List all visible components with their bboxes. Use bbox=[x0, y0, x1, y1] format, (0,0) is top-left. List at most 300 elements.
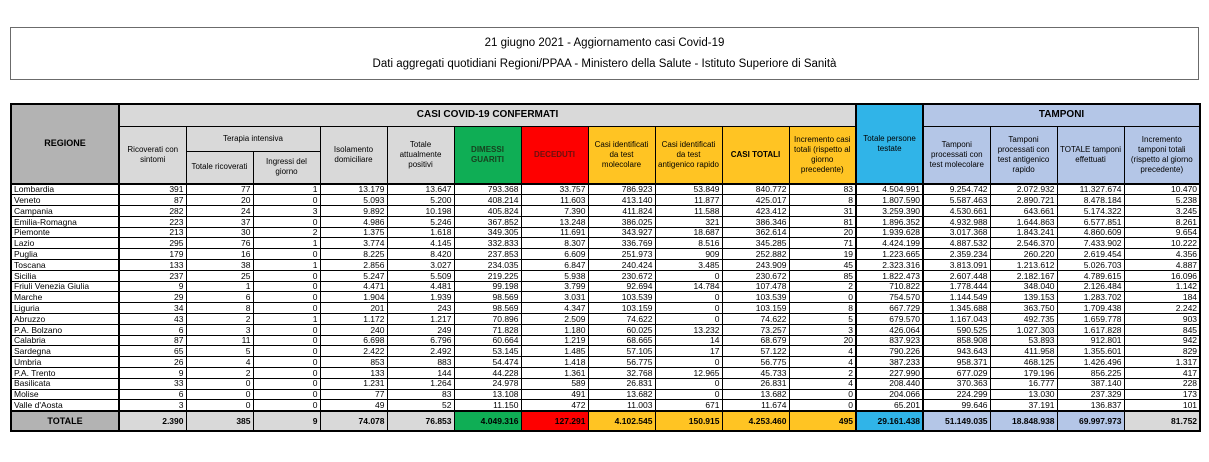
value-cell: 99.198 bbox=[454, 281, 521, 292]
value-cell: 68.665 bbox=[588, 335, 655, 346]
table-row bbox=[11, 400, 1200, 411]
value-cell: 5.509 bbox=[387, 270, 454, 281]
value-cell: 13.682 bbox=[588, 389, 655, 400]
value-cell: 37 bbox=[186, 216, 253, 227]
value-cell: 391 bbox=[119, 184, 186, 195]
table-row bbox=[11, 292, 1200, 303]
value-cell: 1 bbox=[253, 314, 320, 325]
value-cell: 8.225 bbox=[320, 249, 387, 260]
value-cell: 3 bbox=[119, 400, 186, 411]
table-row bbox=[11, 335, 1200, 346]
value-cell: 3 bbox=[253, 206, 320, 217]
value-cell: 38 bbox=[186, 260, 253, 271]
value-cell: 234.035 bbox=[454, 260, 521, 271]
value-cell: 343.927 bbox=[588, 227, 655, 238]
value-cell: 11.150 bbox=[454, 400, 521, 411]
value-cell: 44.228 bbox=[454, 368, 521, 379]
value-cell: 11.588 bbox=[655, 206, 722, 217]
value-cell: 8.478.184 bbox=[1057, 195, 1124, 206]
terapia-intensiva-group-header: Terapia intensiva bbox=[186, 126, 320, 151]
table-row bbox=[11, 260, 1200, 271]
region-name-cell: Piemonte bbox=[11, 227, 119, 238]
value-cell: 1.361 bbox=[521, 368, 588, 379]
value-cell: 103.159 bbox=[722, 303, 789, 314]
value-cell: 332.833 bbox=[454, 238, 521, 249]
covid-data-table bbox=[10, 103, 1201, 432]
value-cell: 10.198 bbox=[387, 206, 454, 217]
total-value-cell: 4.049.316 bbox=[454, 411, 521, 431]
value-cell: 133 bbox=[320, 368, 387, 379]
value-cell: 3.813.091 bbox=[923, 260, 990, 271]
table-row bbox=[11, 184, 1200, 195]
value-cell: 1.167.043 bbox=[923, 314, 990, 325]
value-cell: 3.259.390 bbox=[856, 206, 923, 217]
value-cell: 16.096 bbox=[1124, 270, 1200, 281]
table-row bbox=[11, 270, 1200, 281]
value-cell: 2.856 bbox=[320, 260, 387, 271]
table-row bbox=[11, 216, 1200, 227]
value-cell: 34 bbox=[119, 303, 186, 314]
value-cell: 83 bbox=[387, 389, 454, 400]
value-cell: 1.896.352 bbox=[856, 216, 923, 227]
total-value-cell: 74.078 bbox=[320, 411, 387, 431]
value-cell: 243 bbox=[387, 303, 454, 314]
region-name-cell: Molise bbox=[11, 389, 119, 400]
value-cell: 1.617.828 bbox=[1057, 324, 1124, 335]
value-cell: 0 bbox=[253, 270, 320, 281]
value-cell: 26.831 bbox=[722, 378, 789, 389]
tamponi-molecolare-column-header: Tamponi processati con test molecolare bbox=[923, 126, 990, 184]
value-cell: 0 bbox=[253, 357, 320, 368]
value-cell: 589 bbox=[521, 378, 588, 389]
value-cell: 5 bbox=[789, 314, 856, 325]
region-name-cell: Emilia-Romagna bbox=[11, 216, 119, 227]
value-cell: 2.492 bbox=[387, 346, 454, 357]
value-cell: 6.698 bbox=[320, 335, 387, 346]
value-cell: 19 bbox=[789, 249, 856, 260]
table-row bbox=[11, 206, 1200, 217]
value-cell: 103.159 bbox=[588, 303, 655, 314]
value-cell: 139.153 bbox=[990, 292, 1057, 303]
value-cell: 1.843.241 bbox=[990, 227, 1057, 238]
value-cell: 2 bbox=[186, 368, 253, 379]
value-cell: 491 bbox=[521, 389, 588, 400]
value-cell: 85 bbox=[789, 270, 856, 281]
value-cell: 6 bbox=[119, 389, 186, 400]
value-cell: 8.261 bbox=[1124, 216, 1200, 227]
total-value-cell: 76.853 bbox=[387, 411, 454, 431]
value-cell: 11.877 bbox=[655, 195, 722, 206]
value-cell: 71.828 bbox=[454, 324, 521, 335]
value-cell: 208.440 bbox=[856, 378, 923, 389]
value-cell: 103.539 bbox=[722, 292, 789, 303]
value-cell: 230.672 bbox=[588, 270, 655, 281]
value-cell: 4 bbox=[789, 357, 856, 368]
value-cell: 0 bbox=[186, 400, 253, 411]
value-cell: 56.775 bbox=[722, 357, 789, 368]
value-cell: 858.908 bbox=[923, 335, 990, 346]
value-cell: 5.587.463 bbox=[923, 195, 990, 206]
value-cell: 4 bbox=[789, 378, 856, 389]
value-cell: 0 bbox=[253, 346, 320, 357]
value-cell: 24 bbox=[186, 206, 253, 217]
value-cell: 8.307 bbox=[521, 238, 588, 249]
value-cell: 228 bbox=[1124, 378, 1200, 389]
value-cell: 243.909 bbox=[722, 260, 789, 271]
value-cell: 20 bbox=[186, 195, 253, 206]
value-cell: 60.664 bbox=[454, 335, 521, 346]
table-row bbox=[11, 238, 1200, 249]
value-cell: 426.064 bbox=[856, 324, 923, 335]
value-cell: 10.222 bbox=[1124, 238, 1200, 249]
table-row bbox=[11, 357, 1200, 368]
value-cell: 11.674 bbox=[722, 400, 789, 411]
value-cell: 8 bbox=[789, 303, 856, 314]
value-cell: 37.191 bbox=[990, 400, 1057, 411]
incremento-casi-column-header: Incremento casi totali (rispetto al giorno precedente) bbox=[789, 126, 856, 184]
value-cell: 840.772 bbox=[722, 184, 789, 195]
value-cell: 249 bbox=[387, 324, 454, 335]
value-cell: 18.687 bbox=[655, 227, 722, 238]
value-cell: 9.254.742 bbox=[923, 184, 990, 195]
table-row bbox=[11, 249, 1200, 260]
value-cell: 4.481 bbox=[387, 281, 454, 292]
total-row-container bbox=[11, 411, 1200, 431]
value-cell: 348.040 bbox=[990, 281, 1057, 292]
value-cell: 321 bbox=[655, 216, 722, 227]
value-cell: 8.516 bbox=[655, 238, 722, 249]
deceduti-column-header: DECEDUTI bbox=[521, 126, 588, 184]
value-cell: 9.892 bbox=[320, 206, 387, 217]
value-cell: 53.893 bbox=[990, 335, 1057, 346]
value-cell: 7.433.902 bbox=[1057, 238, 1124, 249]
value-cell: 107.478 bbox=[722, 281, 789, 292]
value-cell: 99.646 bbox=[923, 400, 990, 411]
value-cell: 32.768 bbox=[588, 368, 655, 379]
value-cell: 57.105 bbox=[588, 346, 655, 357]
value-cell: 417 bbox=[1124, 368, 1200, 379]
value-cell: 237.329 bbox=[1057, 389, 1124, 400]
value-cell: 0 bbox=[655, 270, 722, 281]
value-cell: 10.470 bbox=[1124, 184, 1200, 195]
value-cell: 45 bbox=[789, 260, 856, 271]
value-cell: 65.201 bbox=[856, 400, 923, 411]
value-cell: 92.694 bbox=[588, 281, 655, 292]
value-cell: 81 bbox=[789, 216, 856, 227]
value-cell: 2.072.932 bbox=[990, 184, 1057, 195]
total-value-cell: 495 bbox=[789, 411, 856, 431]
value-cell: 136.837 bbox=[1057, 400, 1124, 411]
report-header bbox=[10, 27, 1199, 80]
value-cell: 3.774 bbox=[320, 238, 387, 249]
value-cell: 11.327.674 bbox=[1057, 184, 1124, 195]
table-row bbox=[11, 314, 1200, 325]
value-cell: 49 bbox=[320, 400, 387, 411]
total-value-cell: 18.848.938 bbox=[990, 411, 1057, 431]
value-cell: 3 bbox=[789, 324, 856, 335]
value-cell: 70.896 bbox=[454, 314, 521, 325]
value-cell: 903 bbox=[1124, 314, 1200, 325]
region-name-cell: Veneto bbox=[11, 195, 119, 206]
table-row bbox=[11, 303, 1200, 314]
value-cell: 856.225 bbox=[1057, 368, 1124, 379]
value-cell: 1.223.665 bbox=[856, 249, 923, 260]
value-cell: 13.179 bbox=[320, 184, 387, 195]
value-cell: 17 bbox=[655, 346, 722, 357]
total-value-cell: 81.752 bbox=[1124, 411, 1200, 431]
value-cell: 295 bbox=[119, 238, 186, 249]
value-cell: 1.778.444 bbox=[923, 281, 990, 292]
value-cell: 2.126.484 bbox=[1057, 281, 1124, 292]
value-cell: 2.323.316 bbox=[856, 260, 923, 271]
value-cell: 4.347 bbox=[521, 303, 588, 314]
value-cell: 57.122 bbox=[722, 346, 789, 357]
table-row bbox=[11, 389, 1200, 400]
value-cell: 1.345.688 bbox=[923, 303, 990, 314]
value-cell: 1.644.863 bbox=[990, 216, 1057, 227]
region-name-cell: Marche bbox=[11, 292, 119, 303]
region-name-cell: Sardegna bbox=[11, 346, 119, 357]
terapia-totale-column-header: Totale ricoverati bbox=[186, 151, 253, 184]
value-cell: 2 bbox=[789, 368, 856, 379]
value-cell: 2.619.454 bbox=[1057, 249, 1124, 260]
value-cell: 227.990 bbox=[856, 368, 923, 379]
table-row bbox=[11, 324, 1200, 335]
value-cell: 4.145 bbox=[387, 238, 454, 249]
value-cell: 3.485 bbox=[655, 260, 722, 271]
value-cell: 184 bbox=[1124, 292, 1200, 303]
value-cell: 0 bbox=[253, 216, 320, 227]
value-cell: 16.777 bbox=[990, 378, 1057, 389]
value-cell: 472 bbox=[521, 400, 588, 411]
report-source-line: Dati aggregati quotidiani Regioni/PPAA - Ministero della Salute - Istituto Superiore di Sanità bbox=[372, 58, 837, 70]
total-value-cell: 150.915 bbox=[655, 411, 722, 431]
value-cell: 4.471 bbox=[320, 281, 387, 292]
value-cell: 492.735 bbox=[990, 314, 1057, 325]
value-cell: 0 bbox=[186, 389, 253, 400]
value-cell: 9 bbox=[119, 368, 186, 379]
value-cell: 0 bbox=[655, 378, 722, 389]
table-row bbox=[11, 227, 1200, 238]
value-cell: 29 bbox=[119, 292, 186, 303]
value-cell: 671 bbox=[655, 400, 722, 411]
value-cell: 468.125 bbox=[990, 357, 1057, 368]
value-cell: 13.108 bbox=[454, 389, 521, 400]
value-cell: 103.539 bbox=[588, 292, 655, 303]
value-cell: 20 bbox=[789, 335, 856, 346]
value-cell: 0 bbox=[655, 292, 722, 303]
value-cell: 912.801 bbox=[1057, 335, 1124, 346]
value-cell: 3 bbox=[186, 324, 253, 335]
value-cell: 336.769 bbox=[588, 238, 655, 249]
total-value-cell: 51.149.035 bbox=[923, 411, 990, 431]
value-cell: 2 bbox=[789, 281, 856, 292]
value-cell: 2.607.448 bbox=[923, 270, 990, 281]
value-cell: 282 bbox=[119, 206, 186, 217]
value-cell: 0 bbox=[655, 357, 722, 368]
value-cell: 386.346 bbox=[722, 216, 789, 227]
total-label: TOTALE bbox=[11, 411, 119, 431]
value-cell: 5.247 bbox=[320, 270, 387, 281]
value-cell: 4.424.199 bbox=[856, 238, 923, 249]
total-value-cell: 29.161.438 bbox=[856, 411, 923, 431]
value-cell: 13.232 bbox=[655, 324, 722, 335]
value-cell: 883 bbox=[387, 357, 454, 368]
tamponi-group-header: TAMPONI bbox=[923, 104, 1200, 126]
total-value-cell: 69.997.973 bbox=[1057, 411, 1124, 431]
value-cell: 24.978 bbox=[454, 378, 521, 389]
table-row bbox=[11, 378, 1200, 389]
value-cell: 240 bbox=[320, 324, 387, 335]
persone-testate-column-header: Totale persone testate bbox=[856, 104, 923, 184]
value-cell: 6.796 bbox=[387, 335, 454, 346]
value-cell: 411.824 bbox=[588, 206, 655, 217]
value-cell: 240.424 bbox=[588, 260, 655, 271]
value-cell: 133 bbox=[119, 260, 186, 271]
value-cell: 2.890.721 bbox=[990, 195, 1057, 206]
value-cell: 1.418 bbox=[521, 357, 588, 368]
value-cell: 52 bbox=[387, 400, 454, 411]
value-cell: 53.849 bbox=[655, 184, 722, 195]
value-cell: 65 bbox=[119, 346, 186, 357]
value-cell: 5.938 bbox=[521, 270, 588, 281]
value-cell: 387.140 bbox=[1057, 378, 1124, 389]
value-cell: 54.474 bbox=[454, 357, 521, 368]
value-cell: 144 bbox=[387, 368, 454, 379]
value-cell: 252.882 bbox=[722, 249, 789, 260]
region-name-cell: Umbria bbox=[11, 357, 119, 368]
region-name-cell: Toscana bbox=[11, 260, 119, 271]
totale-tamponi-column-header: TOTALE tamponi effettuati bbox=[1057, 126, 1124, 184]
value-cell: 1.618 bbox=[387, 227, 454, 238]
value-cell: 179 bbox=[119, 249, 186, 260]
region-name-cell: Friuli Venezia Giulia bbox=[11, 281, 119, 292]
total-value-cell: 127.291 bbox=[521, 411, 588, 431]
value-cell: 74.622 bbox=[722, 314, 789, 325]
value-cell: 0 bbox=[253, 378, 320, 389]
value-cell: 260.220 bbox=[990, 249, 1057, 260]
region-name-cell: Lazio bbox=[11, 238, 119, 249]
value-cell: 56.775 bbox=[588, 357, 655, 368]
value-cell: 1 bbox=[253, 238, 320, 249]
value-cell: 853 bbox=[320, 357, 387, 368]
isolamento-column-header: Isolamento domiciliare bbox=[320, 126, 387, 184]
value-cell: 387.233 bbox=[856, 357, 923, 368]
value-cell: 219.225 bbox=[454, 270, 521, 281]
value-cell: 1.426.496 bbox=[1057, 357, 1124, 368]
value-cell: 413.140 bbox=[588, 195, 655, 206]
value-cell: 3.031 bbox=[521, 292, 588, 303]
value-cell: 230.672 bbox=[722, 270, 789, 281]
value-cell: 0 bbox=[655, 303, 722, 314]
region-name-cell: Liguria bbox=[11, 303, 119, 314]
tamponi-antigenico-column-header: Tamponi processati con test antigenico rapido bbox=[990, 126, 1057, 184]
attualmente-positivi-column-header: Totale attualmente positivi bbox=[387, 126, 454, 184]
value-cell: 11.603 bbox=[521, 195, 588, 206]
value-cell: 4.789.615 bbox=[1057, 270, 1124, 281]
region-name-cell: Abruzzo bbox=[11, 314, 119, 325]
value-cell: 2.422 bbox=[320, 346, 387, 357]
value-cell: 251.973 bbox=[588, 249, 655, 260]
value-cell: 237 bbox=[119, 270, 186, 281]
region-name-cell: Sicilia bbox=[11, 270, 119, 281]
value-cell: 2 bbox=[253, 227, 320, 238]
value-cell: 4.356 bbox=[1124, 249, 1200, 260]
value-cell: 5.174.322 bbox=[1057, 206, 1124, 217]
value-cell: 0 bbox=[253, 303, 320, 314]
value-cell: 793.368 bbox=[454, 184, 521, 195]
value-cell: 845 bbox=[1124, 324, 1200, 335]
value-cell: 87 bbox=[119, 195, 186, 206]
table-header bbox=[11, 104, 1200, 184]
table-row bbox=[11, 368, 1200, 379]
report-date-line: 21 giugno 2021 - Aggiornamento casi Covid-19 bbox=[484, 37, 725, 49]
value-cell: 1.807.590 bbox=[856, 195, 923, 206]
value-cell: 5.093 bbox=[320, 195, 387, 206]
total-value-cell: 385 bbox=[186, 411, 253, 431]
value-cell: 2.546.370 bbox=[990, 238, 1057, 249]
value-cell: 5.246 bbox=[387, 216, 454, 227]
value-cell: 53.145 bbox=[454, 346, 521, 357]
value-cell: 30 bbox=[186, 227, 253, 238]
value-cell: 6 bbox=[119, 324, 186, 335]
value-cell: 8 bbox=[186, 303, 253, 314]
value-cell: 1.264 bbox=[387, 378, 454, 389]
value-cell: 77 bbox=[320, 389, 387, 400]
value-cell: 13.248 bbox=[521, 216, 588, 227]
value-cell: 237.853 bbox=[454, 249, 521, 260]
value-cell: 1.822.473 bbox=[856, 270, 923, 281]
value-cell: 1.485 bbox=[521, 346, 588, 357]
value-cell: 1.219 bbox=[521, 335, 588, 346]
value-cell: 8.420 bbox=[387, 249, 454, 260]
value-cell: 2 bbox=[186, 314, 253, 325]
value-cell: 179.196 bbox=[990, 368, 1057, 379]
value-cell: 4.887.532 bbox=[923, 238, 990, 249]
value-cell: 1.217 bbox=[387, 314, 454, 325]
value-cell: 943.643 bbox=[923, 346, 990, 357]
value-cell: 68.679 bbox=[722, 335, 789, 346]
value-cell: 11.003 bbox=[588, 400, 655, 411]
value-cell: 1.659.778 bbox=[1057, 314, 1124, 325]
value-cell: 87 bbox=[119, 335, 186, 346]
value-cell: 4.530.661 bbox=[923, 206, 990, 217]
value-cell: 0 bbox=[253, 292, 320, 303]
value-cell: 20 bbox=[789, 227, 856, 238]
value-cell: 213 bbox=[119, 227, 186, 238]
value-cell: 1.180 bbox=[521, 324, 588, 335]
value-cell: 0 bbox=[655, 389, 722, 400]
value-cell: 3.245 bbox=[1124, 206, 1200, 217]
value-cell: 12.965 bbox=[655, 368, 722, 379]
value-cell: 1.904 bbox=[320, 292, 387, 303]
value-cell: 204.066 bbox=[856, 389, 923, 400]
table-row bbox=[11, 346, 1200, 357]
value-cell: 43 bbox=[119, 314, 186, 325]
value-cell: 6.609 bbox=[521, 249, 588, 260]
value-cell: 1.939.628 bbox=[856, 227, 923, 238]
value-cell: 1.375 bbox=[320, 227, 387, 238]
value-cell: 13.647 bbox=[387, 184, 454, 195]
region-name-cell: P.A. Trento bbox=[11, 368, 119, 379]
region-name-cell: Valle d'Aosta bbox=[11, 400, 119, 411]
dimessi-guariti-column-header: DIMESSI GUARITI bbox=[454, 126, 521, 184]
value-cell: 4.887 bbox=[1124, 260, 1200, 271]
value-cell: 5.238 bbox=[1124, 195, 1200, 206]
value-cell: 349.305 bbox=[454, 227, 521, 238]
value-cell: 1.355.601 bbox=[1057, 346, 1124, 357]
value-cell: 0 bbox=[655, 314, 722, 325]
